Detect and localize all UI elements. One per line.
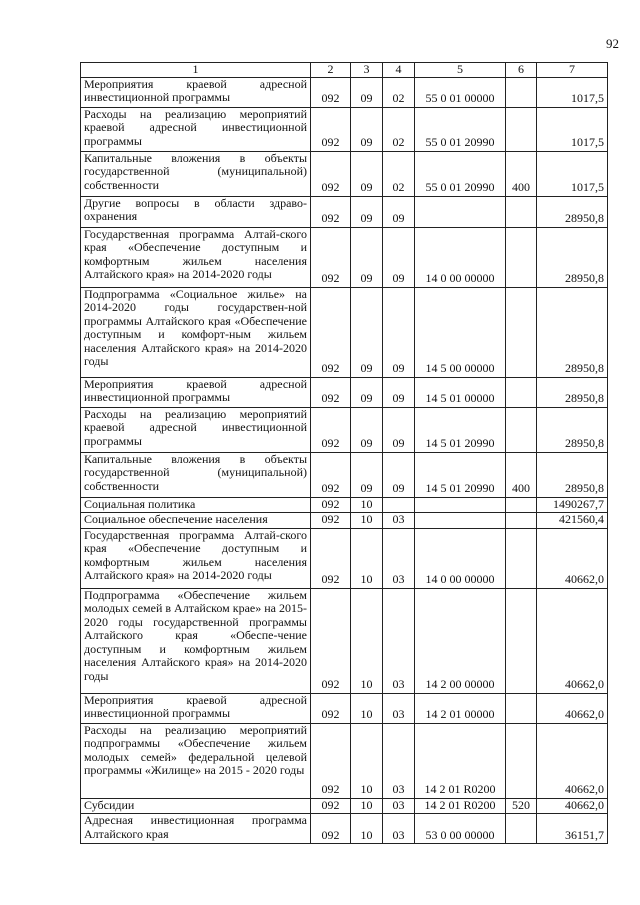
subsection-code-cell: 03	[383, 588, 415, 693]
ved-code-cell: 092	[311, 196, 351, 227]
target-article-cell: 55 0 01 20990	[415, 151, 506, 196]
amount-cell: 28950,8	[537, 452, 608, 497]
table-row	[81, 196, 608, 227]
section-code-cell: 09	[351, 227, 383, 287]
ved-code-cell: 092	[311, 452, 351, 497]
amount-cell: 28950,8	[537, 196, 608, 227]
section-code-cell: 09	[351, 151, 383, 196]
table-row	[81, 814, 608, 844]
expense-type-cell	[506, 227, 537, 287]
table-row	[81, 497, 608, 513]
expense-type-cell: 520	[506, 798, 537, 814]
expense-type-cell	[506, 723, 537, 798]
amount-cell: 28950,8	[537, 407, 608, 452]
section-code-cell: 09	[351, 196, 383, 227]
row-name-cell: Государственная программа Алтай-ского края «Обеспечение доступным и комфортным жильем населения Алтайского края» на 2014-2020 годы	[81, 227, 311, 287]
section-code-cell: 10	[351, 814, 383, 844]
ved-code-cell: 092	[311, 151, 351, 196]
section-code-cell: 10	[351, 588, 383, 693]
table-row	[81, 77, 608, 107]
row-name-cell: Социальная политика	[81, 497, 311, 513]
header-cell: 2	[311, 63, 351, 78]
expense-type-cell	[506, 513, 537, 529]
row-name-cell: Капитальные вложения в объекты государственной (муниципальной) собственности	[81, 452, 311, 497]
row-name-cell: Государственная программа Алтай-ского края «Обеспечение доступным и комфортным жильем населения Алтайского края» на 2014-2020 годы	[81, 528, 311, 588]
section-code-cell: 09	[351, 77, 383, 107]
header-cell: 4	[383, 63, 415, 78]
subsection-code-cell: 03	[383, 528, 415, 588]
table-row	[81, 377, 608, 407]
row-name-cell: Адресная инвестиционная программа Алтайского края	[81, 814, 311, 844]
subsection-code-cell: 02	[383, 151, 415, 196]
amount-cell: 1017,5	[537, 77, 608, 107]
row-name-cell: Капитальные вложения в объекты государственной (муниципальной) собственности	[81, 151, 311, 196]
page-number: 92	[606, 36, 619, 51]
table-row	[81, 513, 608, 529]
expense-type-cell	[506, 77, 537, 107]
expense-type-cell: 400	[506, 452, 537, 497]
target-article-cell: 14 5 00 00000	[415, 287, 506, 377]
subsection-code-cell: 03	[383, 513, 415, 529]
table-row	[81, 528, 608, 588]
subsection-code-cell: 09	[383, 452, 415, 497]
row-name-cell: Мероприятия краевой адресной инвестиционной программы	[81, 77, 311, 107]
subsection-code-cell: 09	[383, 227, 415, 287]
section-code-cell: 10	[351, 528, 383, 588]
target-article-cell: 14 0 00 00000	[415, 227, 506, 287]
header-cell: 6	[506, 63, 537, 78]
ved-code-cell: 092	[311, 814, 351, 844]
subsection-code-cell: 03	[383, 814, 415, 844]
expense-type-cell	[506, 287, 537, 377]
budget-table	[80, 62, 608, 844]
section-code-cell: 10	[351, 497, 383, 513]
table-row	[81, 693, 608, 723]
ved-code-cell: 092	[311, 528, 351, 588]
ved-code-cell: 092	[311, 798, 351, 814]
row-name-cell: Социальное обеспечение населения	[81, 513, 311, 529]
target-article-cell: 53 0 00 00000	[415, 814, 506, 844]
expense-type-cell	[506, 377, 537, 407]
amount-cell: 28950,8	[537, 287, 608, 377]
ved-code-cell: 092	[311, 77, 351, 107]
section-code-cell: 10	[351, 513, 383, 529]
ved-code-cell: 092	[311, 693, 351, 723]
target-article-cell: 14 2 01 R0200	[415, 798, 506, 814]
section-code-cell: 10	[351, 798, 383, 814]
amount-cell: 28950,8	[537, 377, 608, 407]
ved-code-cell: 092	[311, 227, 351, 287]
amount-cell: 40662,0	[537, 798, 608, 814]
expense-type-cell	[506, 814, 537, 844]
target-article-cell: 14 2 00 00000	[415, 588, 506, 693]
target-article-cell: 14 5 01 00000	[415, 377, 506, 407]
row-name-cell: Субсидии	[81, 798, 311, 814]
target-article-cell: 14 0 00 00000	[415, 528, 506, 588]
amount-cell: 421560,4	[537, 513, 608, 529]
section-code-cell: 09	[351, 287, 383, 377]
ved-code-cell: 092	[311, 588, 351, 693]
target-article-cell: 14 5 01 20990	[415, 452, 506, 497]
subsection-code-cell: 03	[383, 693, 415, 723]
amount-cell: 40662,0	[537, 588, 608, 693]
expense-type-cell	[506, 196, 537, 227]
subsection-code-cell	[383, 497, 415, 513]
ved-code-cell: 092	[311, 407, 351, 452]
row-name-cell: Расходы на реализацию мероприятий подпрограммы «Обеспечение жильем молодых семей» федеральной целевой программы «Жилище» на 2015 - 2020 годы	[81, 723, 311, 798]
subsection-code-cell: 03	[383, 798, 415, 814]
ved-code-cell: 092	[311, 377, 351, 407]
amount-cell: 1017,5	[537, 107, 608, 151]
table-row	[81, 407, 608, 452]
subsection-code-cell: 02	[383, 77, 415, 107]
target-article-cell: 14 2 01 00000	[415, 693, 506, 723]
expense-type-cell: 400	[506, 151, 537, 196]
subsection-code-cell: 09	[383, 407, 415, 452]
target-article-cell: 14 2 01 R0200	[415, 723, 506, 798]
header-cell: 1	[81, 63, 311, 78]
header-cell: 5	[415, 63, 506, 78]
section-code-cell: 09	[351, 377, 383, 407]
ved-code-cell: 092	[311, 107, 351, 151]
target-article-cell	[415, 497, 506, 513]
table-row	[81, 151, 608, 196]
ved-code-cell: 092	[311, 497, 351, 513]
section-code-cell: 10	[351, 723, 383, 798]
header-cell: 3	[351, 63, 383, 78]
expense-type-cell	[506, 407, 537, 452]
section-code-cell: 09	[351, 452, 383, 497]
subsection-code-cell: 09	[383, 377, 415, 407]
row-name-cell: Мероприятия краевой адресной инвестиционной программы	[81, 693, 311, 723]
ved-code-cell: 092	[311, 513, 351, 529]
table-row	[81, 107, 608, 151]
expense-type-cell	[506, 497, 537, 513]
row-name-cell: Другие вопросы в области здраво-охранения	[81, 196, 311, 227]
target-article-cell: 55 0 01 00000	[415, 77, 506, 107]
row-name-cell: Мероприятия краевой адресной инвестиционной программы	[81, 377, 311, 407]
table-row	[81, 287, 608, 377]
expense-type-cell	[506, 107, 537, 151]
row-name-cell: Подпрограмма «Обеспечение жильем молодых семей в Алтайском крае» на 2015-2020 годы государственной программы Алтайского края «Обеспе-чение доступным и комфортным жильем населения Алтайского края» на 2014-2020 годы	[81, 588, 311, 693]
expense-type-cell	[506, 693, 537, 723]
subsection-code-cell: 09	[383, 196, 415, 227]
amount-cell: 36151,7	[537, 814, 608, 844]
row-name-cell: Расходы на реализацию мероприятий краевой адресной инвестиционной программы	[81, 107, 311, 151]
amount-cell: 40662,0	[537, 723, 608, 798]
table-row	[81, 723, 608, 798]
expense-type-cell	[506, 528, 537, 588]
subsection-code-cell: 03	[383, 723, 415, 798]
table-row	[81, 452, 608, 497]
section-code-cell: 09	[351, 407, 383, 452]
table-header-row	[81, 63, 608, 78]
target-article-cell	[415, 196, 506, 227]
ved-code-cell: 092	[311, 723, 351, 798]
header-cell: 7	[537, 63, 608, 78]
amount-cell: 1017,5	[537, 151, 608, 196]
section-code-cell: 09	[351, 107, 383, 151]
subsection-code-cell: 02	[383, 107, 415, 151]
target-article-cell: 55 0 01 20990	[415, 107, 506, 151]
row-name-cell: Расходы на реализацию мероприятий краевой адресной инвестиционной программы	[81, 407, 311, 452]
target-article-cell: 14 5 01 20990	[415, 407, 506, 452]
row-name-cell: Подпрограмма «Социальное жилье» на 2014-2020 годы государствен-ной программы Алтайского края «Обеспечение доступным и комфорт-ным жильем населения Алтайского края» на 2014-2020 годы	[81, 287, 311, 377]
expense-type-cell	[506, 588, 537, 693]
amount-cell: 1490267,7	[537, 497, 608, 513]
target-article-cell	[415, 513, 506, 529]
table-row	[81, 227, 608, 287]
subsection-code-cell: 09	[383, 287, 415, 377]
ved-code-cell: 092	[311, 287, 351, 377]
section-code-cell: 10	[351, 693, 383, 723]
amount-cell: 40662,0	[537, 693, 608, 723]
table-row	[81, 798, 608, 814]
amount-cell: 40662,0	[537, 528, 608, 588]
table-row	[81, 588, 608, 693]
amount-cell: 28950,8	[537, 227, 608, 287]
